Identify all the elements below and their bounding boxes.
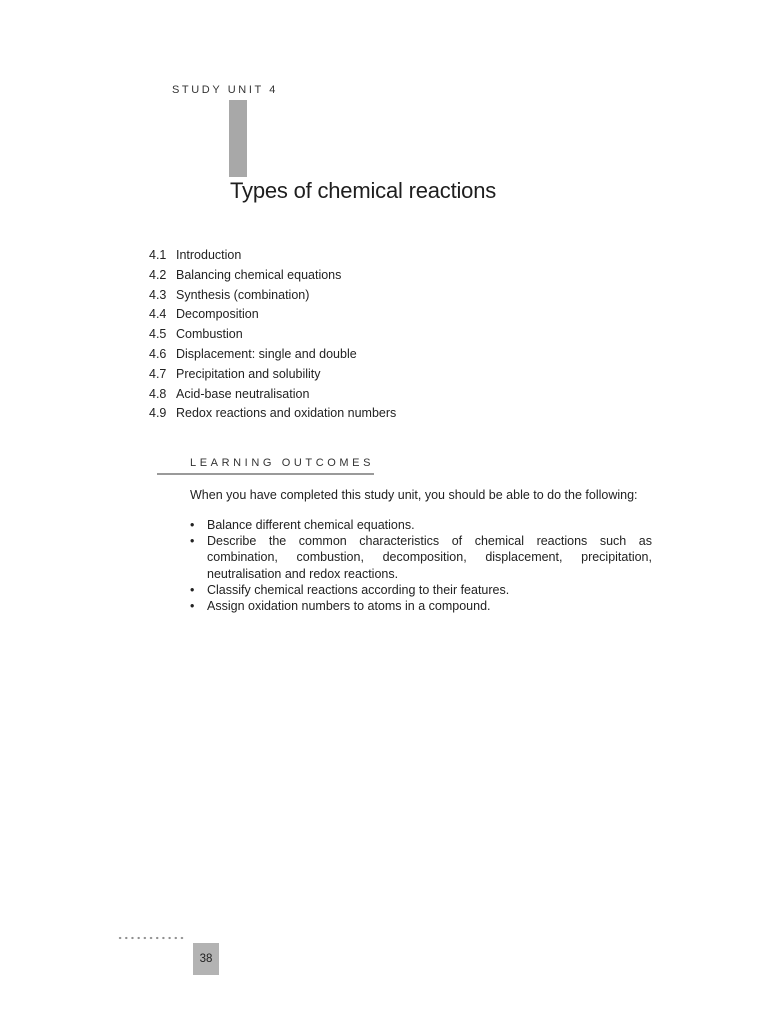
- bullet-icon: •: [190, 534, 195, 549]
- contents-list: [149, 246, 396, 424]
- study-unit-label: STUDY UNIT 4: [172, 84, 278, 96]
- page-number: 38: [193, 943, 219, 975]
- contents-item: [149, 266, 396, 286]
- contents-item-number: 4.3: [149, 287, 167, 302]
- contents-item: [149, 365, 396, 385]
- contents-item-number: 4.5: [149, 327, 167, 342]
- outcome-item: [190, 533, 652, 582]
- contents-item-label: Introduction: [176, 248, 242, 262]
- contents-item-label: Decomposition: [176, 307, 259, 322]
- contents-item-number: 4.4: [149, 307, 167, 322]
- outcome-text: Balance different chemical equations.: [207, 518, 415, 532]
- learning-outcomes-list: [190, 517, 652, 614]
- contents-item-number: 4.2: [149, 267, 167, 282]
- contents-item-label: Balancing chemical equations: [176, 267, 342, 282]
- contents-item: [149, 286, 396, 306]
- contents-item-label: Synthesis (combination): [176, 287, 310, 302]
- footer-dotted-rule: [117, 936, 185, 940]
- contents-item: [149, 325, 396, 345]
- contents-item-number: 4.7: [149, 366, 167, 381]
- contents-item-label: Combustion: [176, 327, 243, 342]
- outcome-text: Classify chemical reactions according to their features.: [207, 582, 510, 597]
- contents-item-number: 4.6: [149, 346, 167, 361]
- contents-item-number: 4.9: [149, 406, 167, 421]
- bullet-icon: •: [190, 599, 195, 614]
- contents-item-label: Precipitation and solubility: [176, 366, 321, 381]
- contents-item-label: Acid-base neutralisation: [176, 386, 310, 401]
- contents-item: [149, 246, 396, 266]
- learning-outcomes-intro: When you have completed this study unit, you should be able to do the following:: [190, 488, 638, 502]
- outcome-text: Describe the common characteristics of chemical reactions such as combination, combustion, decomposition, displacement, precipitation, neutralisation and redox reactions.: [207, 534, 652, 581]
- contents-item: [149, 385, 396, 405]
- outcome-item: [190, 582, 652, 598]
- unit-title: Types of chemical reactions: [230, 178, 497, 203]
- bullet-icon: •: [190, 518, 195, 532]
- contents-item: [149, 305, 396, 325]
- contents-item: [149, 345, 396, 365]
- outcome-item: [190, 598, 652, 614]
- contents-item-label: Displacement: single and double: [176, 346, 357, 361]
- learning-outcomes-divider: [157, 473, 374, 475]
- bullet-icon: •: [190, 582, 195, 597]
- learning-outcomes-heading: LEARNING OUTCOMES: [190, 457, 375, 469]
- outcome-text: Assign oxidation numbers to atoms in a compound.: [207, 599, 491, 614]
- contents-item: [149, 404, 396, 424]
- outcome-item: [190, 517, 652, 533]
- contents-item-number: 4.1: [149, 248, 167, 262]
- contents-item-number: 4.8: [149, 386, 167, 401]
- unit-accent-bar: [229, 100, 247, 177]
- contents-item-label: Redox reactions and oxidation numbers: [176, 406, 397, 421]
